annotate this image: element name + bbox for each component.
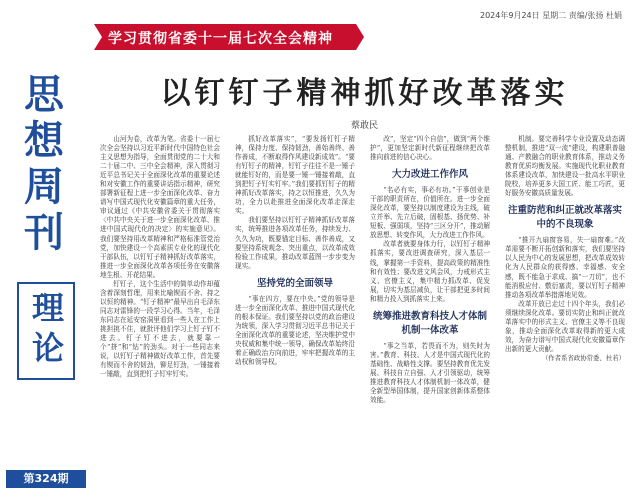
paragraph: 改革者就要身体力行，以钉钉子精神抓落实，要改进调查研究，深入基层一线，掌握第一手资料，提高政策的精准性和有效性；要改进文风会风，力戒形式主义、官僚主义，集中精力抓改革、促发展，切实为基层减负，让干部把更多时间和精力投入到抓落实上来。 bbox=[370, 240, 490, 303]
paragraph: “事之当革，若畏而不为，则失时为害。”教育、科技、人才是中国式现代化的基础性、战略性支撑。要坚持教育优先发展、科技自立自强、人才引领驱动，统筹推进教育科技人才体制机制一体改革，健全新型举国体制，提升国家创新体系整体效能。 bbox=[370, 341, 490, 405]
article-column-4 bbox=[505, 135, 625, 503]
section-tag-box bbox=[17, 282, 75, 380]
paragraph: 改革开放已走过十四个年头，我们必须继续深化改革。要切实防止和纠正就改革落实中的形式主义、官僚主义等不良现象，推动全面深化改革取得新的更大成效，为奋力谱写中国式现代化安徽篇章作出新的更大贡献。 bbox=[505, 299, 625, 353]
article-column-1 bbox=[100, 135, 220, 503]
paragraph: 我们要坚持以钉钉子精神抓好改革落实，统筹推进各项改革任务，持续发力、久久为功，既要锚定目标、善作善成，又要坚持系统观念、突出重点，以改革成效检验工作成果，推动改革蓝图一步步变为现实。 bbox=[235, 216, 355, 270]
section-sidebar bbox=[0, 0, 88, 503]
date-line: 2024年9月24日 星期二 责编/张扬 杜娟 bbox=[480, 11, 622, 20]
column-title bbox=[16, 72, 72, 256]
section-tag: 理论 bbox=[27, 291, 65, 371]
paragraph: “推开九扇窗容易，失一扇窗难。”改革需要不断开拓创新和落实，我们要坚持以人民为中心的发展思想，把改革成效转化为人民群众的获得感、幸福感、安全感，既不能急于求成、搞“一刀切”，也不能消极应付、敷衍塞责，要以钉钉子精神推动各项改革举措落地见效。 bbox=[505, 236, 625, 299]
column-title-char: 想 bbox=[24, 118, 64, 164]
subheading: 大力改进工作作风 bbox=[391, 169, 468, 181]
author-footnote: （作者系省政协常委、杜若） bbox=[541, 353, 625, 362]
article-column-2 bbox=[235, 135, 355, 503]
article-headline: 以钉钉子精神抓好改革落实 bbox=[160, 76, 569, 111]
issue-number: 第324期 bbox=[6, 470, 86, 488]
banner-text: 学习贯彻省委十一届七次全会精神 bbox=[108, 31, 333, 47]
subheading: 坚持党的全面领导 bbox=[256, 277, 333, 289]
paragraph: 机制。要完善科学专业设置及动态调整机制，推进“双一流”建设，构建职普融通、产教融合的职业教育体系，推动义务教育优质均衡发展。实施现代化职业教育体系建设改革，加快建设一批高水平职业院校，培养更多大国工匠、能工巧匠，更好服务安徽高质量发展。 bbox=[505, 135, 625, 198]
column-title-char: 思 bbox=[24, 72, 64, 118]
paragraph: 山河为卷，改革为笔。省委十一届七次全会坚持以习近平新时代中国特色社会主义思想为指导，全面贯彻党的二十大和二十届二中、三中全会精神，深入贯彻习近平总书记关于全面深化改革的重要论述和对安徽工作的重要讲话指示精神，研究部署新征程上进一步全面深化改革、奋力谱写中国式现代化安徽篇章的重大任务，审议通过《中共安徽省委关于贯彻落实〈中共中央关于进一步全面深化改革、推进中国式现代化的决定〉的实施意见》。我们要坚持用改革精神和严格标准管党治党，加快建设一个高素质专业化的现代化干部队伍，以钉钉子精神抓好改革落实，推进一步全面深化改革各项任务在安徽落地生根、开花结果。 bbox=[100, 135, 220, 279]
paragraph: 改”，坚定“四个自信”，做到“两个维护”，更加坚定新时代新征程继续把改革推向前进的信心决心。 bbox=[370, 135, 490, 162]
banner bbox=[94, 22, 364, 52]
article-column-3 bbox=[370, 135, 490, 503]
article-body bbox=[100, 135, 630, 503]
article-author: 蔡敢民 bbox=[350, 121, 378, 131]
column-title-char: 周 bbox=[24, 164, 64, 210]
subheading: 注重防范和纠正就改革落实中的不良现象 bbox=[507, 205, 622, 231]
column-title-char: 刊 bbox=[24, 210, 64, 256]
paragraph: “事在四方，要在中央。”党的领导是进一步全面深化改革、推进中国式现代化的根本保证。我们要坚持以党的政治建设为统领，深入学习贯彻习近平总书记关于全面深化改革的重要论述，坚决维护党中央权威和集中统一领导，确保改革始终沿着正确政治方向前进，牢牢把握改革的主动权和领导权。 bbox=[235, 294, 355, 367]
subheading: 统筹推进教育科技人才体制机制一体改革 bbox=[372, 310, 487, 336]
paragraph: 抓好改革落实”，“要发扬钉钉子精神，保持力度、保持韧劲，善始善终、善作善成，不断取得作风建设新成效”。“要有钉钉子的精神，钉钉子往往不是一锤子就能钉好的，而是要一锤一锤接着敲，直到把钉子钉实钉牢。”我们要抓钉钉子的精神抓好改革落实，持之以恒推进，久久为功，全力以赴推进全面深化改革走深走实。 bbox=[235, 135, 355, 216]
paragraph: 钉钉子，这个生活中的简单动作却蕴含着深刻哲理，用来比喻锲而不舍、持之以恒的精神。“钉子精神”最早出自毛泽东同志对雷锋的一段学习心得。当年，毛泽东同志在延安窑洞里看到一些人在工作上挑担挑不住，就批评他们学习上钉子钉不进去。钉子钉不进去，就要靠一个“挤”和“钻”的劲头。对于一些同志来说，以钉钉子精神做好改革工作，首先要有锲而不舍的韧劲，铆足钉劲，一锤接着一锤敲，直到把钉子钉牢钉实。 bbox=[100, 279, 220, 379]
paragraph: “名必有实，事必有功。”干事创业是干部的职责所在，价值所在。进一步全面深化改革，要坚持以制度建设为主线，破立并举、先立后破，固根基、扬优势、补短板、强弱项，坚持“三区分开”，推动解放思想、转变作风，大力改进工作作风。 bbox=[370, 186, 490, 240]
